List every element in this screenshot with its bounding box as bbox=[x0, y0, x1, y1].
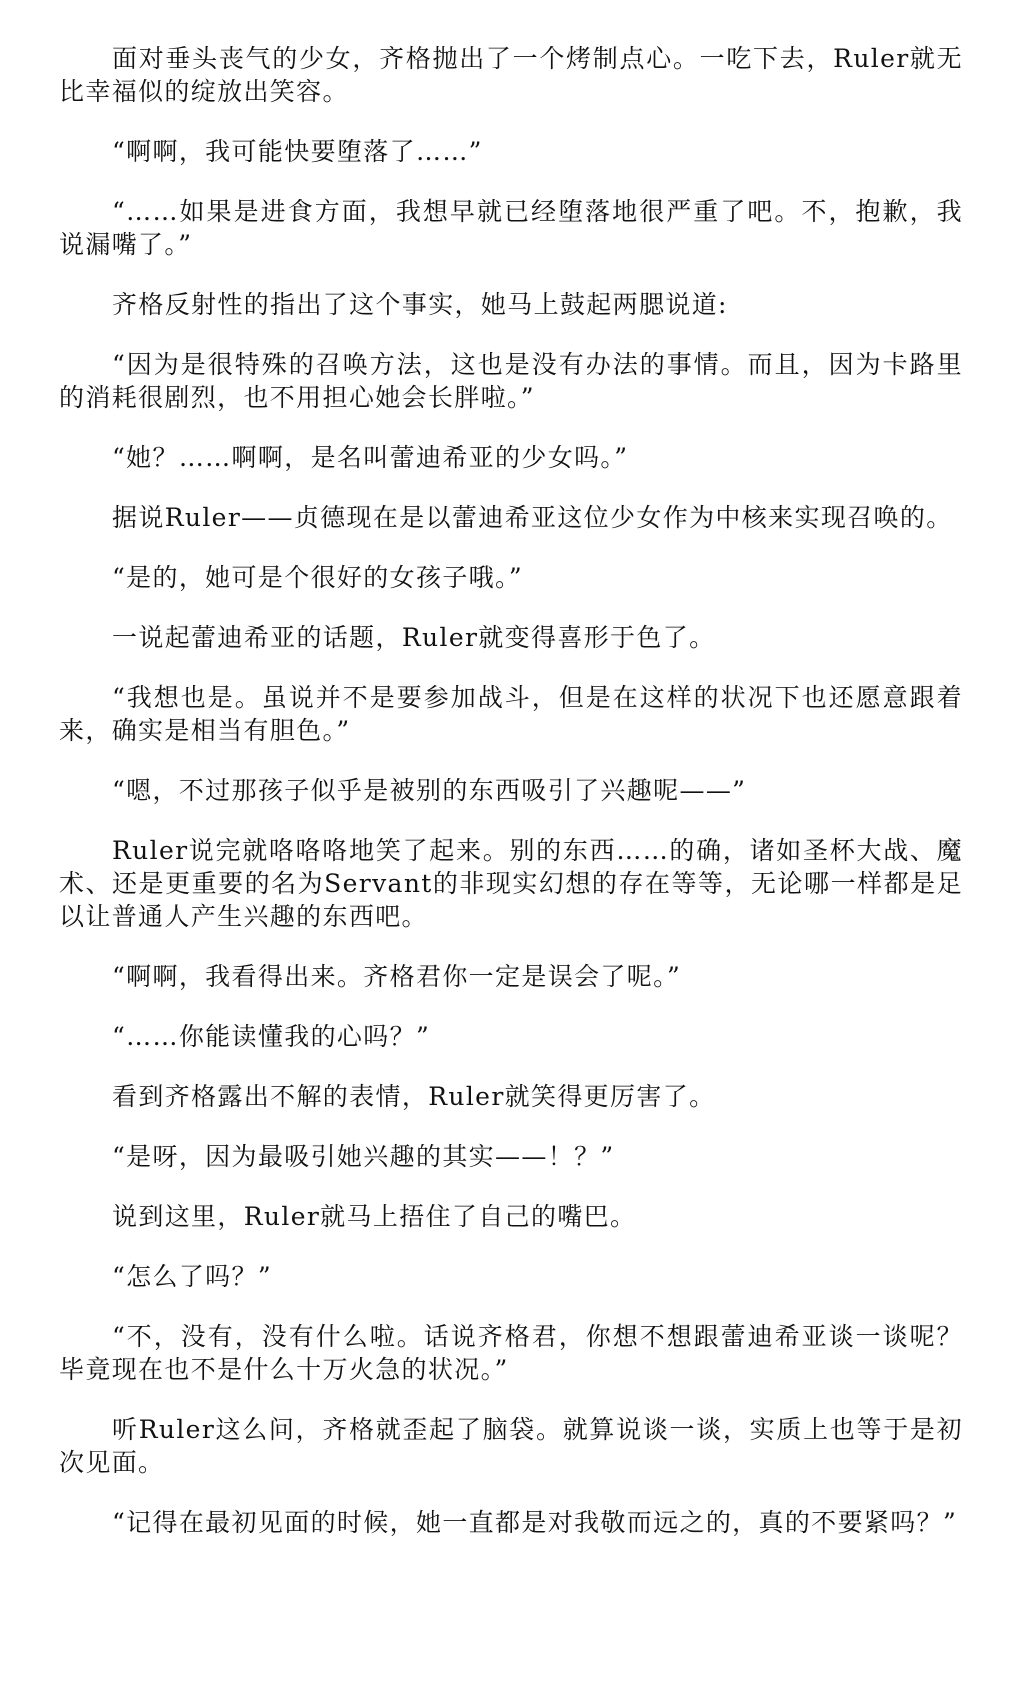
paragraph: 齐格反射性的指出了这个事实，她马上鼓起两腮说道: bbox=[112, 290, 728, 319]
paragraph: “……你能读懂我的心吗？” bbox=[112, 1022, 431, 1051]
paragraph: 据说Ruler——贞德现在是以蕾迪希亚这位少女作为中核来实现召唤的。 bbox=[112, 503, 953, 532]
paragraph: “啊啊，我看得出来。齐格君你一定是误会了呢。” bbox=[112, 962, 682, 991]
paragraph: 一说起蕾迪希亚的话题，Ruler就变得喜形于色了。 bbox=[112, 623, 716, 652]
paragraph: “我想也是。虽说并不是要参加战斗，但是在这样的状况下也还愿意跟着来，确实是相当有胆色。” bbox=[59, 683, 963, 745]
paragraph: “怎么了吗？” bbox=[112, 1262, 273, 1291]
paragraph: 面对垂头丧气的少女，齐格抛出了一个烤制点心。一吃下去，Ruler就无比幸福似的绽放出笑容。 bbox=[59, 44, 963, 106]
paragraph: “记得在最初见面的时候，她一直都是对我敬而远之的，真的不要紧吗？” bbox=[112, 1508, 958, 1537]
paragraph: 听Ruler这么问，齐格就歪起了脑袋。就算说谈一谈，实质上也等于是初次见面。 bbox=[59, 1415, 963, 1477]
paragraph: “她？……啊啊，是名叫蕾迪希亚的少女吗。” bbox=[112, 443, 629, 472]
paragraph: 说到这里，Ruler就马上捂住了自己的嘴巴。 bbox=[112, 1202, 637, 1231]
paragraph: Ruler说完就咯咯咯地笑了起来。别的东西……的确，诸如圣杯大战、魔术、还是更重要的名为Servant的非现实幻想的存在等等，无论哪一样都是足以让普通人产生兴趣的东西吧。 bbox=[59, 836, 963, 931]
paragraph: “是的，她可是个很好的女孩子哦。” bbox=[112, 563, 524, 592]
document-page bbox=[59, 42, 963, 1539]
paragraph: “嗯，不过那孩子似乎是被别的东西吸引了兴趣呢——” bbox=[112, 776, 747, 805]
paragraph: “不，没有，没有什么啦。话说齐格君，你想不想跟蕾迪希亚谈一谈呢？毕竟现在也不是什么十万火急的状况。” bbox=[59, 1322, 963, 1384]
paragraph: 看到齐格露出不解的表情，Ruler就笑得更厉害了。 bbox=[112, 1082, 716, 1111]
paragraph: “……如果是进食方面，我想早就已经堕落地很严重了吧。不，抱歉，我说漏嘴了。” bbox=[59, 197, 963, 259]
paragraph: “啊啊，我可能快要堕落了……” bbox=[112, 137, 483, 166]
paragraph: “因为是很特殊的召唤方法，这也是没有办法的事情。而且，因为卡路里的消耗很剧烈，也不用担心她会长胖啦。” bbox=[59, 350, 963, 412]
paragraph: “是呀，因为最吸引她兴趣的其实——！？” bbox=[112, 1142, 615, 1171]
